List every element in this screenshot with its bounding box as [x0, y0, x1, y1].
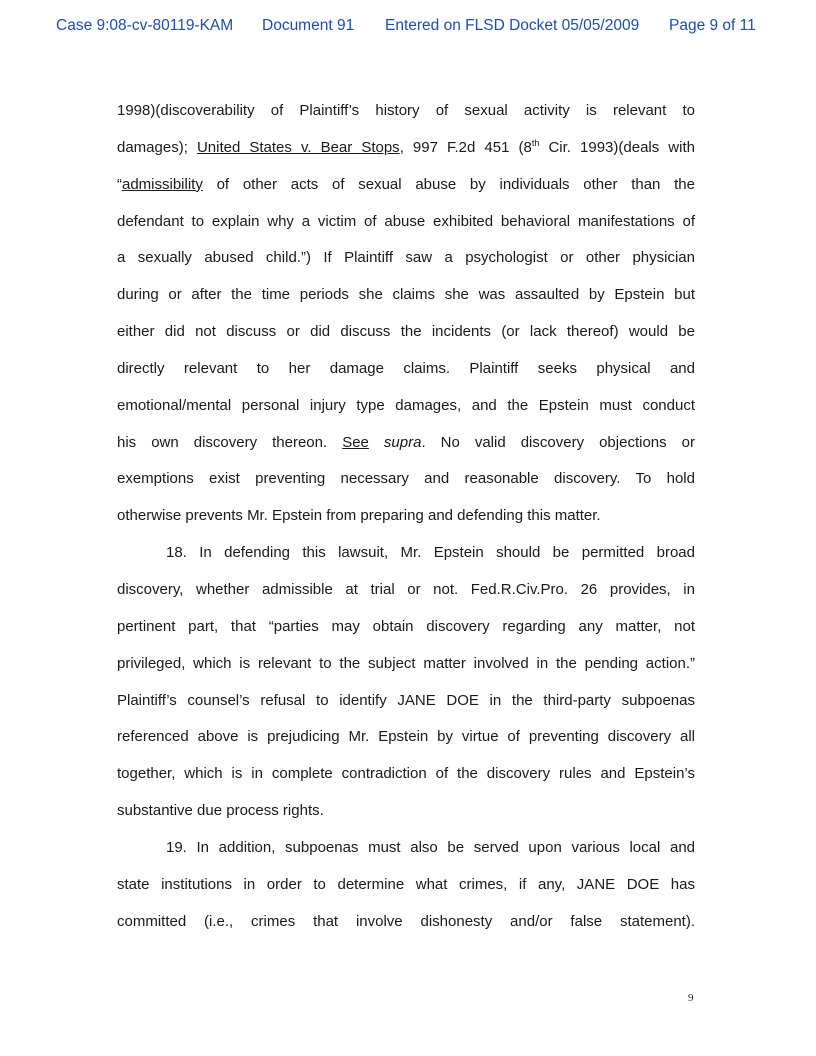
body-line: committed (i.e., crimes that involve dishonesty and/or false statement).: [117, 912, 695, 930]
header-page-count: Page 9 of 11: [669, 17, 756, 34]
body-line: his own discovery thereon. See supra. No valid discovery objections or: [117, 433, 695, 451]
body-line: 1998)(discoverability of Plaintiff’s history of sexual activity is relevant to: [117, 102, 695, 119]
body-line: during or after the time periods she claims she was assaulted by Epstein but: [117, 286, 695, 304]
body-line: referenced above is prejudicing Mr. Epstein by virtue of preventing discovery all: [117, 728, 695, 746]
body-line: pertinent part, that “parties may obtain discovery regarding any matter, not: [117, 617, 695, 635]
header-document-number: Document 91: [262, 17, 355, 34]
paragraph-18-start: 18. In defending this lawsuit, Mr. Epstein should be permitted broad: [166, 544, 695, 562]
header-case-number: Case 9:08-cv-80119-KAM: [56, 17, 234, 34]
body-line: emotional/mental personal injury type damages, and the Epstein must conduct: [117, 396, 695, 414]
body-line: together, which is in complete contradiction of the discovery rules and Epstein’s: [117, 765, 695, 783]
body-line: exemptions exist preventing necessary and reasonable discovery. To hold: [117, 470, 695, 488]
body-line: a sexually abused child.”) If Plaintiff saw a psychologist or other physician: [117, 249, 695, 267]
body-line: defendant to explain why a victim of abuse exhibited behavioral manifestations of: [117, 212, 695, 230]
body-line: privileged, which is relevant to the subject matter involved in the pending action.”: [117, 654, 695, 672]
body-line: directly relevant to her damage claims. Plaintiff seeks physical and: [117, 359, 695, 377]
header-entered-date: Entered on FLSD Docket 05/05/2009: [385, 17, 640, 34]
page-number: 9: [688, 992, 694, 1004]
document-body: [117, 93, 695, 940]
body-line: discovery, whether admissible at trial or not. Fed.R.Civ.Pro. 26 provides, in: [117, 580, 695, 598]
body-line: either did not discuss or did discuss the incidents (or lack thereof) would be: [117, 323, 695, 341]
signal-supra: supra: [383, 433, 422, 451]
signal-see: See: [342, 433, 369, 451]
body-line: substantive due process rights.: [117, 802, 324, 820]
case-citation: United States v. Bear Stops: [196, 138, 400, 156]
ordinal-superscript: th: [531, 137, 540, 148]
body-line: otherwise prevents Mr. Epstein from preparing and defending this matter.: [117, 507, 601, 525]
body-line: state institutions in order to determine what crimes, if any, JANE DOE has: [117, 875, 695, 893]
body-line: Plaintiff’s counsel’s refusal to identify JANE DOE in the third-party subpoenas: [117, 691, 695, 709]
paragraph-19-start: 19. In addition, subpoenas must also be served upon various local and: [166, 838, 695, 856]
docket-header: [0, 17, 816, 39]
body-line: “admissibility of other acts of sexual abuse by individuals other than the: [117, 175, 695, 193]
body-line: damages); United States v. Bear Stops, 997 F.2d 451 (8th Cir. 1993)(deals with: [117, 137, 695, 156]
underlined-term: admissibility: [122, 175, 203, 193]
